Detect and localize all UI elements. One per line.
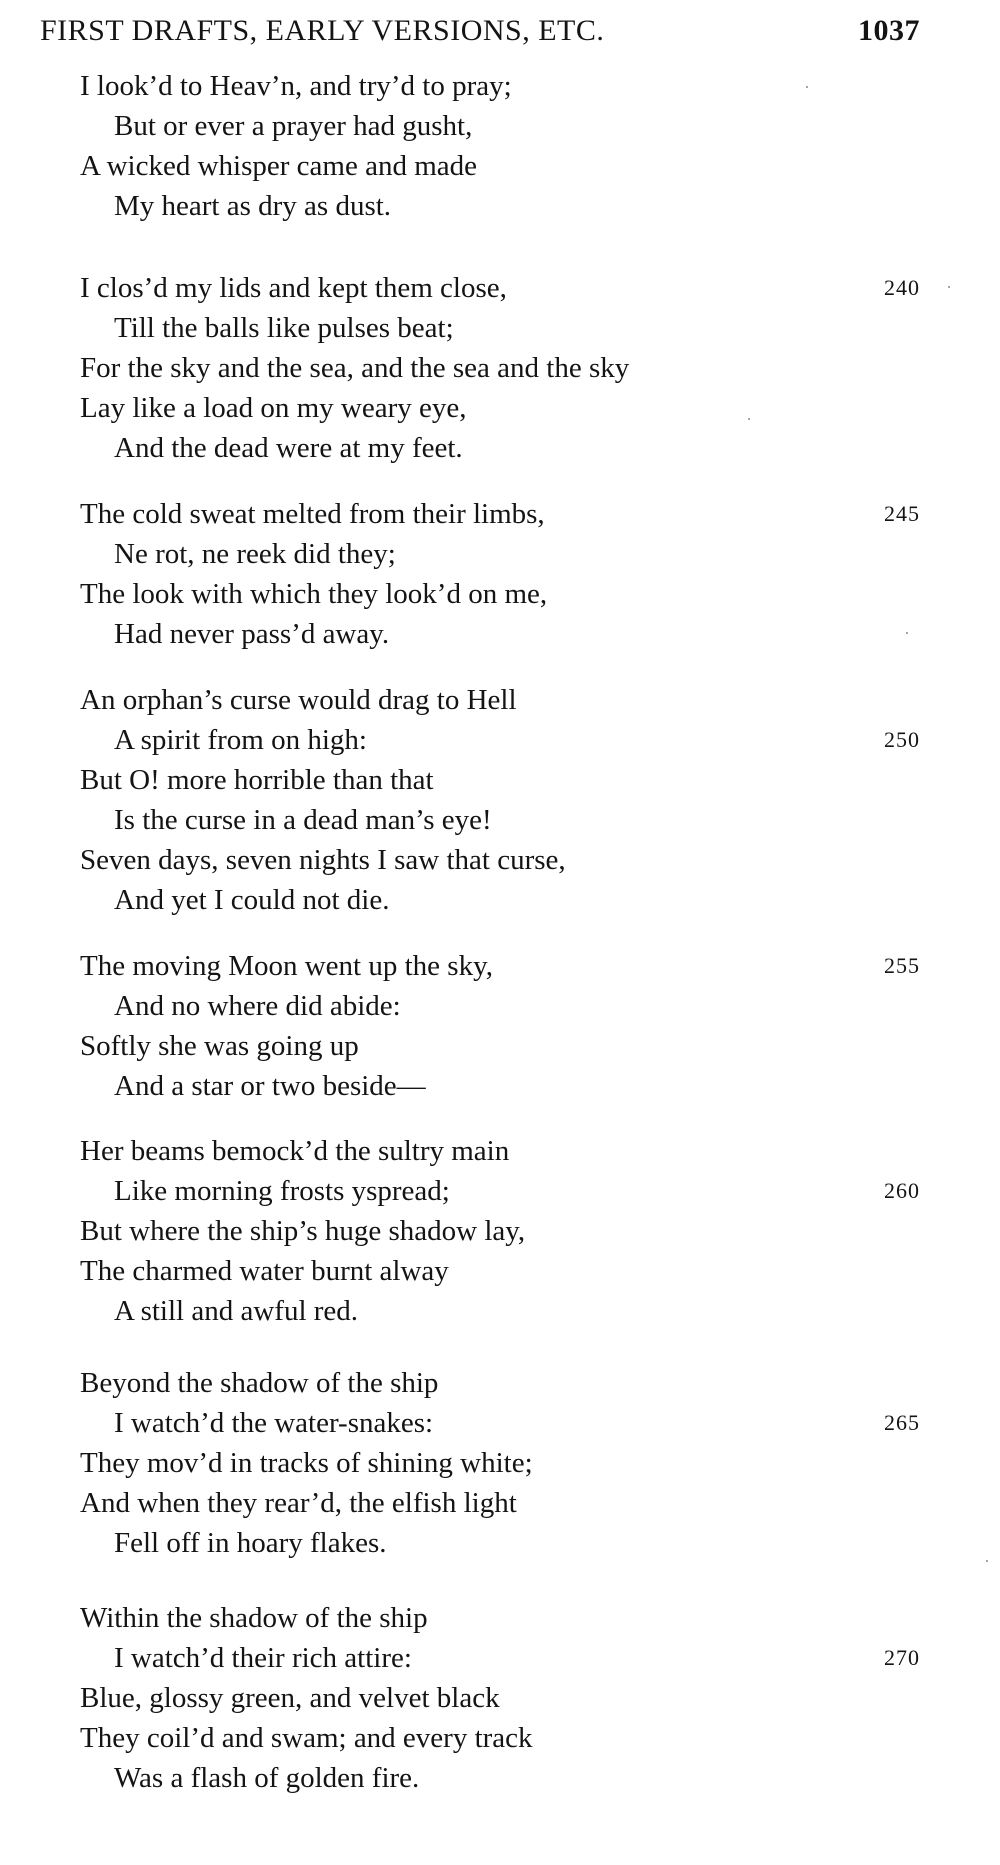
verse-line: Till the balls like pulses beat; [114,312,454,344]
verse-line: A wicked whisper came and made [80,150,477,182]
verse-line: They coil’d and swam; and every track [80,1722,533,1754]
verse-line: Fell off in hoary flakes. [114,1527,387,1559]
stanza [80,494,920,654]
stanza [80,268,920,468]
line-number: 250 [884,727,920,752]
line-number: 270 [884,1645,920,1670]
verse-line: Beyond the shadow of the ship [80,1367,439,1399]
verse-line: Within the shadow of the ship [80,1602,428,1634]
verse-line: Was a flash of golden fire. [114,1762,420,1794]
verse-line: Lay like a load on my weary eye, [80,392,467,424]
verse-line: Blue, glossy green, and velvet black [80,1682,500,1714]
stanza [80,1131,920,1331]
verse-line: A spirit from on high: 250 [80,720,920,760]
verse-line: Softly she was going up [80,1030,359,1062]
scan-speck [806,86,808,88]
verse-line: And yet I could not die. [114,884,390,916]
scan-speck [748,418,750,420]
stanza [80,680,920,920]
verse-line: And the dead were at my feet. [114,432,463,464]
line-number: 265 [884,1410,920,1435]
stanza [80,66,920,226]
line-number: 255 [884,953,920,978]
running-head-title: FIRST DRAFTS, EARLY VERSIONS, ETC. [40,14,605,47]
verse-line: My heart as dry as dust. [114,190,392,222]
verse-line: I watch’d the water-snakes: 265 [80,1403,920,1443]
scan-speck [948,286,950,288]
verse-line: The look with which they look’d on me, [80,578,548,610]
verse-line: They mov’d in tracks of shining white; [80,1447,533,1479]
scan-speck [906,632,908,634]
verse-line: The charmed water burnt alway [80,1255,449,1287]
verse-line: Like morning frosts yspread; 260 [80,1171,920,1211]
verse-line: Had never pass’d away. [114,618,390,650]
verse-line: The moving Moon went up the sky, 255 [80,946,920,986]
verse-line: Is the curse in a dead man’s eye! [114,804,492,836]
verse-line: I clos’d my lids and kept them close, 240 [80,268,920,308]
verse-line: And a star or two beside— [114,1070,426,1102]
scan-speck [986,1560,988,1562]
verse-line: Ne rot, ne reek did they; [114,538,396,570]
line-number: 240 [884,275,920,300]
page-number: 1037 [858,14,920,47]
verse-line: But where the ship’s huge shadow lay, [80,1215,526,1247]
stanza [80,946,920,1106]
verse-line: But O! more horrible than that [80,764,434,796]
line-number: 260 [884,1178,920,1203]
stanza [80,1363,920,1563]
verse-line: And when they rear’d, the elfish light [80,1487,517,1519]
verse-line: The cold sweat melted from their limbs, 245 [80,494,920,534]
verse-line: And no where did abide: [114,990,401,1022]
line-number: 245 [884,501,920,526]
verse-line: An orphan’s curse would drag to Hell [80,684,517,716]
stanza [80,1598,920,1798]
verse-line: I watch’d their rich attire: 270 [80,1638,920,1678]
running-head [40,14,920,62]
verse-line: A still and awful red. [114,1295,359,1327]
verse-line: But or ever a prayer had gusht, [114,110,473,142]
verse-line: Her beams bemock’d the sultry main [80,1135,510,1167]
verse-line: For the sky and the sea, and the sea and the sky [80,352,630,384]
verse-line: Seven days, seven nights I saw that curse, [80,844,566,876]
verse-line: I look’d to Heav’n, and try’d to pray; [80,70,512,102]
